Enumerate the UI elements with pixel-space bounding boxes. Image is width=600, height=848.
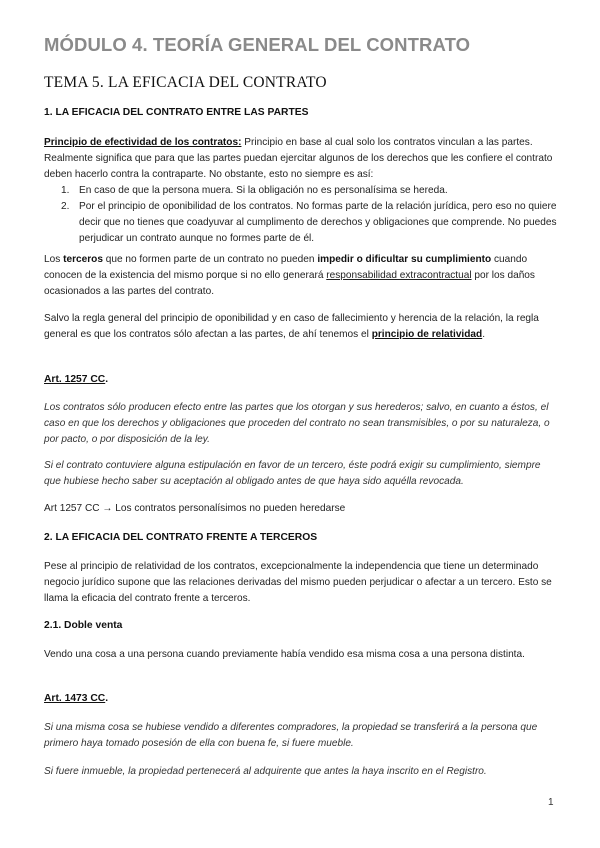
art-1257-heading	[44, 374, 108, 385]
list-item	[44, 199, 560, 247]
list-item-text: Por el principio de oponibilidad de los contratos. No formas parte de la relación jurídica, pero eso no quiere decir que no tienes que coadyuvar al cumplimento de derechos y obligaciones que comprende. No puedes perjudicar un contrato aunque no formes parte de él.	[79, 201, 557, 244]
art-1257-note: Art 1257 CC → Los contratos personalísimos no pueden heredarse	[44, 503, 346, 514]
subsection-2-1-text: Vendo una cosa a una persona cuando previamente había vendido esa misma cosa a una persona distinta.	[44, 649, 525, 660]
section-1-heading: 1. LA EFICACIA DEL CONTRATO ENTRE LAS PARTES	[44, 107, 309, 118]
principle-paragraph	[44, 135, 560, 247]
subsection-2-1-heading: 2.1. Doble venta	[44, 620, 123, 631]
module-title: MÓDULO 4. TEORÍA GENERAL DEL CONTRATO	[44, 34, 471, 55]
art-1257-quote-1: Los contratos sólo producen efecto entre las partes que los otorgan y sus herederos; salvo, en cuanto a éstos, el caso en que los derechos y obligaciones que proceden del contrato no sean transmisibles, o por su naturaleza, o por pacto, o por disposición de la ley.	[44, 402, 550, 445]
terceros-bold: terceros	[63, 254, 103, 265]
text: Salvo la regla general del principio de oponibilidad y en caso de fallecimiento y herencia de la relación, la regla general es que los contratos sólo afectan a las partes, de ahí tenemos el	[44, 313, 539, 340]
exceptions-list	[44, 183, 560, 247]
topic-title: TEMA 5. LA EFICACIA DEL CONTRATO	[44, 74, 327, 91]
principle-label: Principio de efectividad de los contratos:	[44, 137, 242, 148]
art-1473-quote-1: Si una misma cosa se hubiese vendido a diferentes compradores, la propiedad se transferirá a la persona que primero haya tomado posesión de ella con buena fe, si fuere mueble.	[44, 722, 538, 749]
text: .	[482, 329, 485, 340]
terceros-paragraph	[44, 252, 560, 300]
art-1473-quote-2: Si fuere inmueble, la propiedad pertenecerá al adquirente que antes la haya inscrito en el Registro.	[44, 766, 487, 777]
art-1257-quote-2: Si el contrato contuviere alguna estipulación en favor de un tercero, éste podrá exigir su cumplimiento, siempre que hubiese hecho saber su aceptación al obligado antes de que haya sido aquélla revocada.	[44, 460, 541, 487]
list-item	[44, 183, 560, 199]
relatividad-paragraph	[44, 311, 560, 343]
relatividad-bold: principio de relatividad	[371, 329, 483, 340]
art-1257-dot: .	[105, 374, 109, 385]
responsabilidad-underline: responsabilidad extracontractual	[326, 270, 472, 281]
section-2-heading: 2. LA EFICACIA DEL CONTRATO FRENTE A TERCEROS	[44, 532, 318, 543]
art-1257-label: Art. 1257 CC	[44, 374, 106, 385]
art-1473-dot: .	[105, 693, 109, 704]
list-item-text: En caso de que la persona muera. Si la obligación no es personalísima se hereda.	[79, 185, 448, 196]
art-1473-label: Art. 1473 CC	[44, 693, 106, 704]
list-item-number: 2.	[61, 201, 70, 212]
text: Los	[44, 254, 64, 265]
section-2-intro: Pese al principio de relatividad de los contratos, excepcionalmente la independencia que tiene un determinado negocio jurídico supone que las relaciones derivadas del mismo pueden perjudicar o afectar a un tercero. Esto se llama la eficacia del contrato frente a terceros.	[44, 561, 552, 604]
text: por los daños ocasionados a las partes del contrato.	[44, 270, 535, 297]
impedir-bold: impedir o dificultar su cumplimiento	[317, 254, 492, 265]
page-number: 1	[548, 797, 554, 808]
list-item-number: 1.	[61, 185, 70, 196]
text: que no formen parte de un contrato no pueden	[102, 254, 318, 265]
text: cuando conocen de la existencia del mismo porque si no ello generará	[44, 254, 528, 281]
art-1473-heading	[44, 693, 108, 704]
principle-text: Principio en base al cual solo los contratos vinculan a las partes. Realmente significa que para que las partes puedan ejercitar algunos de los derechos que les confiere el contrato deben hacerlo contra la contraparte. No obstante, esto no siempre es así:	[44, 137, 553, 180]
